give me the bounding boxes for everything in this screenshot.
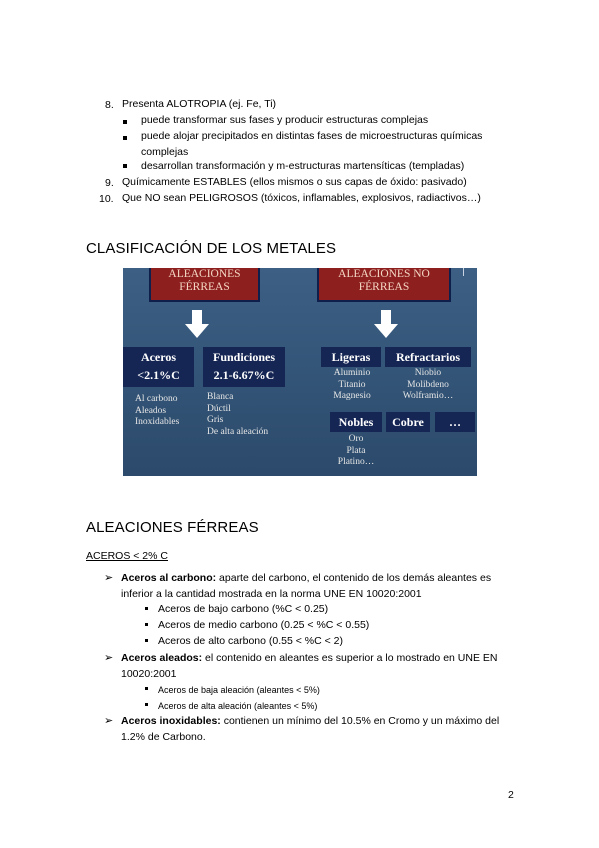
term-text: aparte del carbono, el contenido de los demás aleantes es bbox=[219, 572, 492, 584]
down-arrow-icon bbox=[185, 310, 209, 338]
ferrous-header-line: ALEACIONES bbox=[168, 268, 241, 280]
nobles-item: Oro bbox=[348, 434, 364, 444]
ligeras-list bbox=[330, 368, 374, 403]
nonferrous-header-line: FÉRREAS bbox=[358, 281, 410, 293]
refractarios-title: Refractarios bbox=[396, 350, 460, 364]
bullet-text: puede alojar precipitados en distintas fases de microestructuras químicas bbox=[141, 130, 483, 142]
bullet-icon bbox=[145, 607, 148, 610]
bullet-text: puede transformar sus fases y producir estructuras complejas bbox=[141, 114, 429, 126]
aceros-item: Al carbono bbox=[135, 394, 178, 404]
list-item: Aceros de baja aleación (aleantes < 5%) bbox=[158, 685, 320, 695]
aceros-item: Aleados bbox=[135, 405, 167, 416]
bullet-icon bbox=[123, 120, 127, 124]
metals-classification-diagram bbox=[123, 268, 477, 476]
list-item: Aceros de alto carbono (0.55 < %C < 2) bbox=[158, 635, 344, 647]
subsection-heading: ACEROS < 2% C bbox=[86, 550, 168, 562]
fundiciones-box bbox=[203, 347, 285, 387]
down-arrow-icon bbox=[374, 310, 398, 338]
ferrous-header-line: FÉRREAS bbox=[179, 281, 230, 293]
fundiciones-range: 2.1-6.67%C bbox=[213, 368, 275, 382]
fundiciones-item: De alta aleación bbox=[207, 426, 269, 437]
bullet-icon bbox=[145, 687, 148, 690]
paragraph-line: 1.2% de Carbono. bbox=[121, 731, 206, 743]
nobles-box bbox=[330, 412, 382, 432]
term-label: Aceros inoxidables: bbox=[121, 715, 221, 727]
arrow-bullet-icon: ➢ bbox=[104, 715, 114, 727]
list-item: Aceros de medio carbono (0.25 < %C < 0.55) bbox=[158, 619, 370, 631]
bullet-text: desarrollan transformación y m-estructuras martensíticas (templadas) bbox=[141, 160, 465, 172]
ligeras-item: Titanio bbox=[338, 379, 366, 390]
paragraph-line bbox=[121, 715, 499, 728]
divider bbox=[463, 268, 464, 276]
ferrous-header-box bbox=[149, 268, 260, 302]
fundiciones-list bbox=[207, 392, 268, 438]
ligeras-title: Ligeras bbox=[331, 350, 371, 364]
section-title: ALEACIONES FÉRREAS bbox=[86, 519, 259, 536]
list-number: 10. bbox=[99, 193, 114, 205]
fundiciones-item: Gris bbox=[207, 415, 224, 425]
nobles-item: Platino… bbox=[337, 457, 375, 467]
bullet-icon bbox=[123, 136, 127, 140]
list-number: 9. bbox=[105, 177, 114, 189]
aceros-range: <2.1%C bbox=[137, 368, 180, 382]
aceros-box bbox=[123, 347, 194, 387]
page-number: 2 bbox=[508, 789, 514, 801]
nonferrous-header-box bbox=[317, 268, 451, 302]
list-item-text: Que NO sean PELIGROSOS (tóxicos, inflamables, explosivos, radiactivos…) bbox=[122, 192, 481, 204]
nonferrous-header-line: ALEACIONES NO bbox=[338, 268, 430, 280]
refractarios-item: Niobio bbox=[414, 368, 442, 378]
bullet-icon bbox=[123, 164, 127, 168]
fundiciones-title: Fundiciones bbox=[212, 350, 275, 364]
list-item: Aceros de alta aleación (aleantes < 5%) bbox=[158, 701, 318, 711]
nobles-title: Nobles bbox=[338, 415, 374, 429]
cobre-title: Cobre bbox=[392, 415, 424, 429]
aceros-title: Aceros bbox=[140, 350, 177, 364]
term-text: contienen un mínimo del 10.5% en Cromo y un máximo del bbox=[223, 715, 500, 727]
bullet-icon bbox=[145, 623, 148, 626]
aceros-list bbox=[135, 394, 179, 429]
list-item: Aceros de bajo carbono (%C < 0.25) bbox=[158, 603, 329, 615]
refractarios-list bbox=[398, 368, 458, 403]
bullet-icon bbox=[145, 639, 148, 642]
paragraph-line: inferior a la cantidad mostrada en la norma UNE EN 10020:2001 bbox=[121, 588, 422, 600]
list-item-text: Químicamente ESTABLES (ellos mismos o sus capas de óxido: pasivado) bbox=[122, 176, 467, 188]
arrow-bullet-icon: ➢ bbox=[104, 652, 114, 664]
aceros-item: Inoxidables bbox=[135, 417, 180, 427]
paragraph-line: 10020:2001 bbox=[121, 668, 177, 680]
paragraph-line bbox=[121, 652, 497, 665]
fundiciones-item: Blanca bbox=[207, 392, 234, 402]
ligeras-box bbox=[321, 347, 381, 367]
nobles-list bbox=[330, 434, 382, 469]
ligeras-item: Aluminio bbox=[333, 368, 371, 378]
ligeras-item: Magnesio bbox=[333, 391, 371, 401]
more-box bbox=[435, 412, 475, 432]
nobles-item: Plata bbox=[346, 445, 366, 456]
list-number: 8. bbox=[105, 99, 114, 111]
term-text: el contenido en aleantes es superior a lo mostrado en UNE EN bbox=[205, 652, 498, 664]
section-title: CLASIFICACIÓN DE LOS METALES bbox=[86, 240, 337, 257]
bullet-icon bbox=[145, 703, 148, 706]
refractarios-box bbox=[385, 347, 471, 367]
term-label: Aceros aleados: bbox=[121, 652, 203, 664]
fundiciones-item: Dúctil bbox=[207, 403, 231, 414]
more-title: … bbox=[449, 415, 461, 429]
arrow-bullet-icon: ➢ bbox=[104, 572, 114, 584]
cobre-box bbox=[386, 412, 430, 432]
list-item-text: Presenta ALOTROPIA (ej. Fe, Ti) bbox=[122, 98, 277, 110]
bullet-text-continued: complejas bbox=[141, 146, 189, 158]
paragraph-line bbox=[121, 572, 491, 585]
refractarios-item: Wolframio… bbox=[402, 391, 454, 401]
refractarios-item: Molibdeno bbox=[407, 379, 449, 390]
term-label: Aceros al carbono: bbox=[121, 572, 217, 584]
